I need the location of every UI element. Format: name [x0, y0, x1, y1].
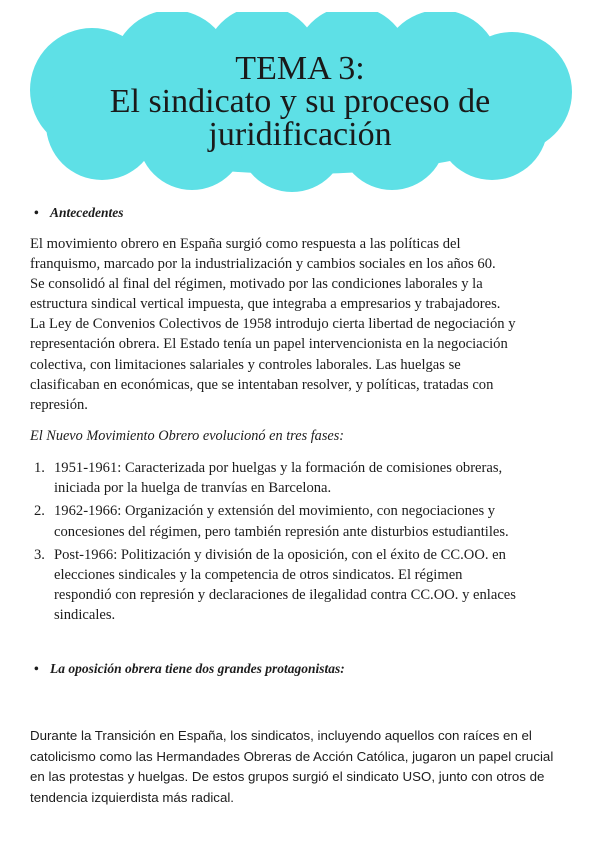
antecedentes-paragraph — [30, 234, 578, 415]
phases-list — [30, 458, 578, 629]
phase-line: iniciada por la huelga de tranvías en Barcelona. — [54, 480, 332, 497]
paragraph-line: Durante la Transición en España, los sindicatos, incluyendo aquellos con raíces en el — [30, 728, 532, 743]
paragraph-line: Se consolidó al final del régimen, motivado por las condiciones laborales y la — [30, 276, 483, 293]
page-title — [30, 52, 570, 151]
phase-number: 3. — [34, 546, 45, 563]
phase-item — [30, 545, 578, 626]
phase-line: respondió con represión y declaraciones de ilegalidad contra CC.OO. y enlaces — [54, 587, 516, 604]
phase-number: 1. — [34, 460, 45, 476]
phase-item — [30, 501, 578, 541]
phase-line: concesiones del régimen, pero también represión ante disturbios estudiantiles. — [54, 523, 509, 540]
paragraph-line: represión. — [30, 396, 88, 413]
phase-line: sindicales. — [54, 607, 116, 624]
paragraph-line: colectiva, con limitaciones salariales y controles laborales. Las huelgas se — [30, 356, 461, 373]
title-line-1: TEMA 3: — [235, 50, 365, 87]
bullet-icon: • — [34, 205, 39, 220]
phase-item — [30, 458, 578, 498]
phase-line: Post-1966: Politización y división de la oposición, con el éxito de CC.OO. en — [54, 546, 506, 563]
phases-intro: El Nuevo Movimiento Obrero evolucionó en tres fases: — [30, 428, 345, 444]
paragraph-line: El movimiento obrero en España surgió como respuesta a las políticas del — [30, 236, 461, 252]
transicion-paragraph — [30, 726, 578, 808]
phase-number: 2. — [34, 503, 45, 520]
phase-line: 1962-1966: Organización y extensión del movimiento, con negociaciones y — [54, 503, 496, 520]
heading-text: La oposición obrera tiene dos grandes protagonistas: — [50, 661, 345, 676]
heading-text: Antecedentes — [50, 205, 124, 220]
paragraph-line: tendencia izquierdista más radical. — [30, 789, 234, 805]
paragraph-line: en las protestas y huelgas. De estos grupos surgió el sindicato USO, junto con otros de — [30, 769, 545, 785]
paragraph-line: franquismo, marcado por la industrialización y cambios sociales en los años 60. — [30, 256, 496, 273]
paragraph-line: catolicismo como las Hermandades Obreras de Acción Católica, jugaron un papel crucial — [30, 748, 554, 764]
phase-line: 1951-1961: Caracterizada por huelgas y la formación de comisiones obreras, — [54, 460, 503, 476]
title-line-3: juridificación — [208, 116, 392, 153]
title-line-2: El sindicato y su proceso de — [109, 83, 491, 120]
paragraph-line: clasificaban en económicas, que se intentaban resolver, y políticas, tratadas con — [30, 376, 494, 393]
paragraph-line: representación obrera. El Estado tenía un papel intervencionista en la negociación — [30, 336, 508, 353]
section-heading-antecedentes — [34, 205, 124, 221]
section-heading-oposicion — [34, 661, 345, 677]
bullet-icon: • — [34, 661, 39, 676]
phase-line: elecciones sindicales y la competencia de otros sindicatos. El régimen — [54, 567, 463, 584]
paragraph-line: estructura sindical vertical impuesta, que integraba a empresarios y trabajadores. — [30, 296, 501, 313]
paragraph-line: La Ley de Convenios Colectivos de 1958 introdujo cierta libertad de negociación y — [30, 316, 516, 333]
